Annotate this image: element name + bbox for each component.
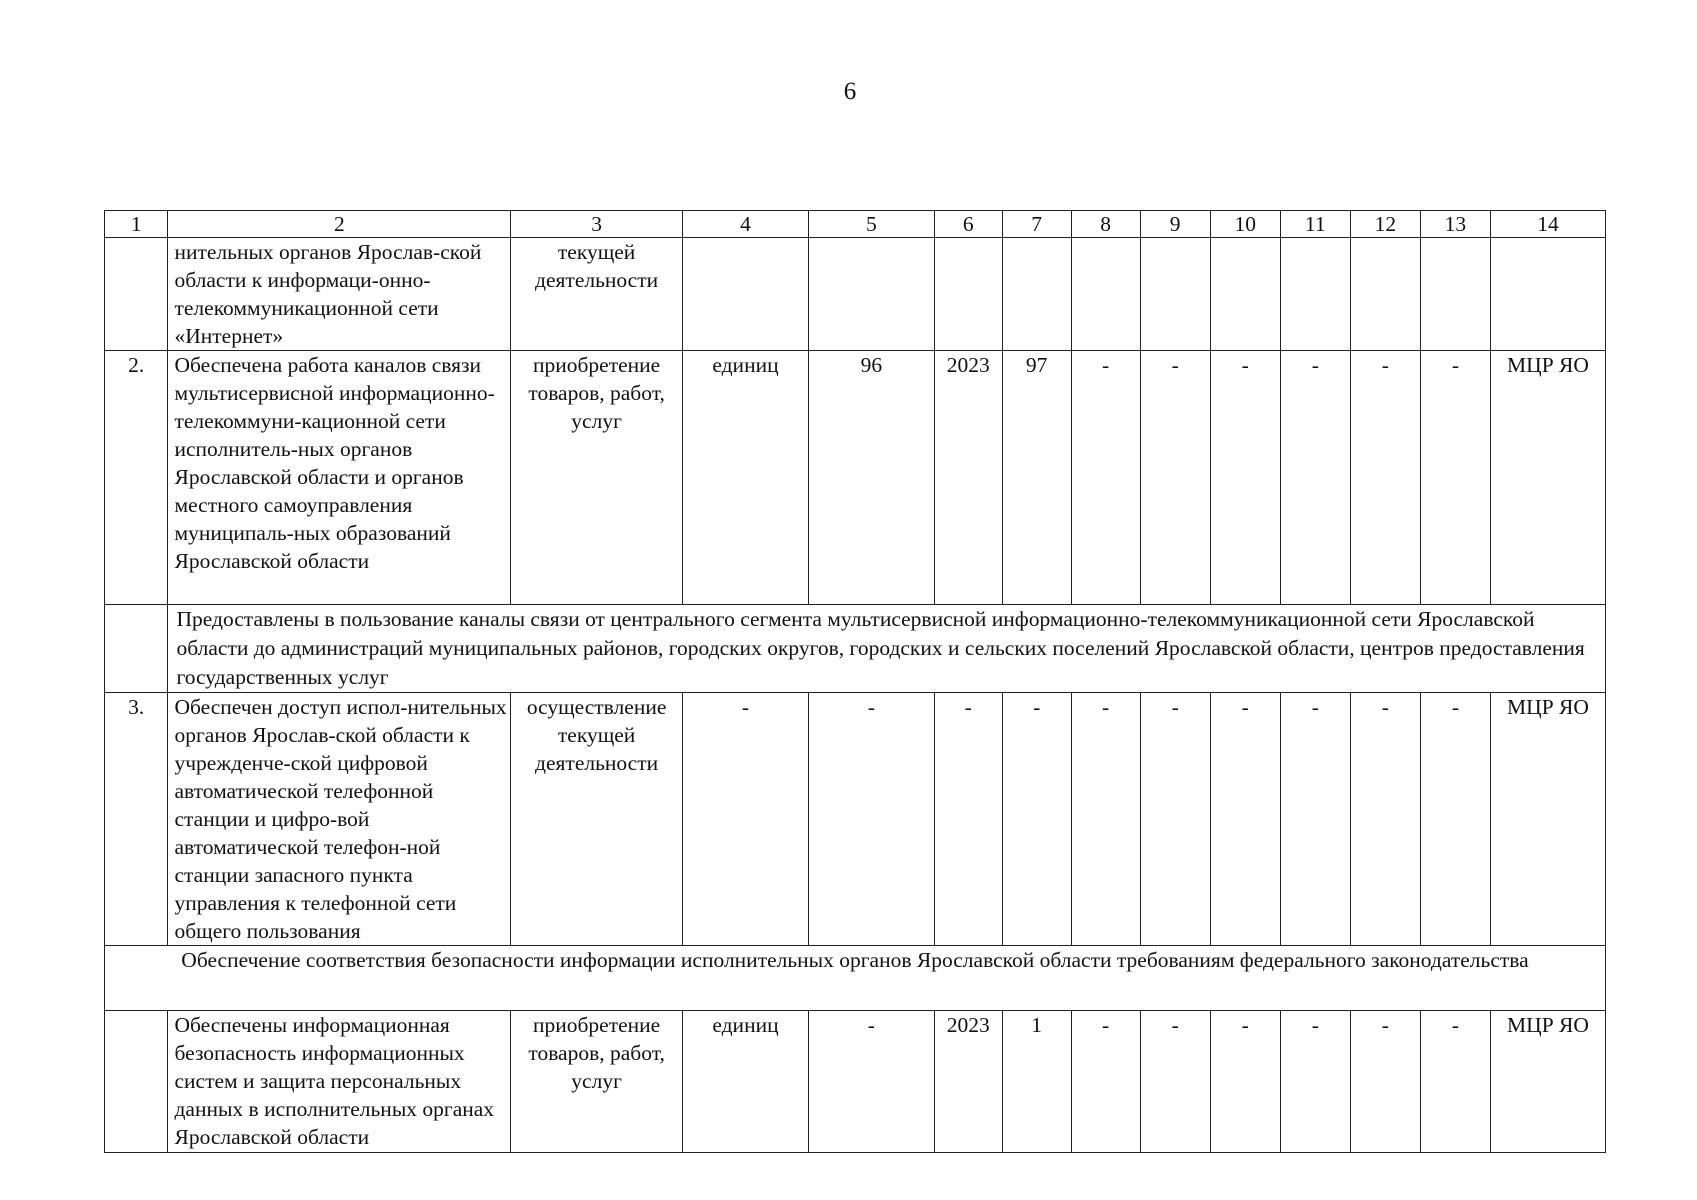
indicators-table	[104, 210, 1606, 1153]
row-unit: единиц	[683, 1011, 809, 1153]
row-year: -	[934, 693, 1002, 946]
row-value-7: -	[1002, 693, 1071, 946]
row-value-13: -	[1420, 693, 1490, 946]
col-header-4: 4	[683, 211, 809, 238]
row-year: 2023	[934, 1011, 1002, 1153]
row-value-11: -	[1280, 1011, 1350, 1153]
col-header-7: 7	[1002, 211, 1071, 238]
row-base-value: 96	[808, 351, 934, 605]
row-type: приобретение товаров, работ, услуг	[511, 351, 683, 605]
col-header-2: 2	[168, 211, 511, 238]
row-description: Обеспечен доступ испол-нительных органов Ярослав-ской области к учрежденче-ской цифровой автоматической телефонной станции и цифро-вой автоматической телефон-ной станции запасного пункта управления к телефонной сети общего пользования	[168, 693, 511, 946]
row-value-10: -	[1210, 693, 1280, 946]
col-header-9: 9	[1140, 211, 1210, 238]
col-header-6: 6	[934, 211, 1002, 238]
table-row	[105, 1011, 1606, 1153]
col-header-5: 5	[808, 211, 934, 238]
row-number: 3.	[105, 693, 168, 946]
section-title: Обеспечение соответствия безопасности информации исполнительных органов Ярославской области требованиям федерального законодательства	[105, 946, 1606, 1011]
row-number	[105, 605, 168, 693]
row-value-9: -	[1140, 693, 1210, 946]
table-row	[105, 238, 1606, 351]
row-value-12: -	[1350, 351, 1420, 605]
row-value-9: -	[1140, 1011, 1210, 1153]
column-number-row	[105, 211, 1606, 238]
row-year: 2023	[934, 351, 1002, 605]
table-row	[105, 693, 1606, 946]
col-header-8: 8	[1071, 211, 1140, 238]
row-base-value: -	[808, 1011, 934, 1153]
col-header-3: 3	[511, 211, 683, 238]
row-unit: единиц	[683, 351, 809, 605]
section-header-row	[105, 946, 1606, 1011]
row-value-12: -	[1350, 693, 1420, 946]
row-value-10: -	[1210, 1011, 1280, 1153]
row-number	[105, 1011, 168, 1153]
col-header-13: 13	[1420, 211, 1490, 238]
col-header-14: 14	[1490, 211, 1605, 238]
row-value-12: -	[1350, 1011, 1420, 1153]
row-value-13: -	[1420, 351, 1490, 605]
row-value-11: -	[1280, 351, 1350, 605]
page-number: 6	[843, 78, 857, 105]
row-responsible: МЦР ЯО	[1490, 1011, 1605, 1153]
row-value-8: -	[1071, 351, 1140, 605]
table-row	[105, 351, 1606, 605]
row-unit: -	[683, 693, 809, 946]
row-description: Обеспечены информационная безопасность информационных систем и защита персональных данных в исполнительных органах Ярославской области	[168, 1011, 511, 1153]
row-value-9: -	[1140, 351, 1210, 605]
row-number: 2.	[105, 351, 168, 605]
row-value-7: 1	[1002, 1011, 1071, 1153]
row-value-7: 97	[1002, 351, 1071, 605]
col-header-1: 1	[105, 211, 168, 238]
row-value-10: -	[1210, 351, 1280, 605]
row-description: нительных органов Ярослав-ской области к информаци-онно-телекоммуникационной сети «Интернет»	[168, 238, 511, 351]
row-type: осуществление текущей деятельности	[511, 693, 683, 946]
row-result-note: Предоставлены в пользование каналы связи от центрального сегмента мультисервисной информационно-телекоммуникационной сети Ярославской области до администраций муниципальных районов, городских округов, городских и сельских поселений Ярославской области, центров предоставления государственных услуг	[168, 605, 1606, 693]
row-base-value: -	[808, 693, 934, 946]
row-responsible: МЦР ЯО	[1490, 351, 1605, 605]
col-header-11: 11	[1280, 211, 1350, 238]
table-row	[105, 605, 1606, 693]
row-number	[105, 238, 168, 351]
row-description: Обеспечена работа каналов связи мультисервисной информационно-телекоммуни-кационной сети исполнитель-ных органов Ярославской области и органов местного самоуправления муниципаль-ных образований Ярославской области	[168, 351, 511, 605]
col-header-10: 10	[1210, 211, 1280, 238]
row-value-8: -	[1071, 1011, 1140, 1153]
row-responsible: МЦР ЯО	[1490, 693, 1605, 946]
col-header-12: 12	[1350, 211, 1420, 238]
row-type: текущей деятельности	[511, 238, 683, 351]
row-type: приобретение товаров, работ, услуг	[511, 1011, 683, 1153]
row-value-11: -	[1280, 693, 1350, 946]
row-value-8: -	[1071, 693, 1140, 946]
row-value-13: -	[1420, 1011, 1490, 1153]
